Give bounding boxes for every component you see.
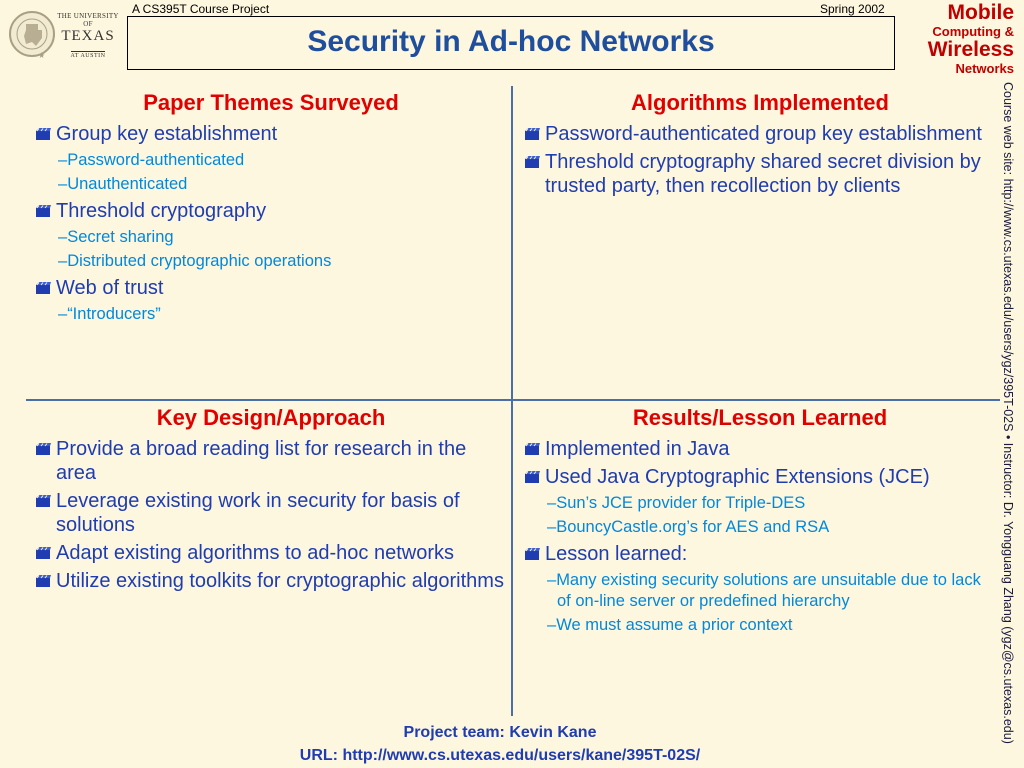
dash-bullet-icon: – bbox=[58, 175, 68, 193]
bullet-text: Utilize existing toolkits for cryptographic algorithms bbox=[56, 570, 504, 592]
bullet-item bbox=[525, 150, 995, 198]
clapperboard-bullet-icon bbox=[525, 472, 541, 483]
sub-bullet-item bbox=[547, 570, 995, 612]
bullet-text: Provide a broad reading list for research in the area bbox=[56, 438, 467, 484]
mw-logo-line2: Computing & bbox=[932, 24, 1014, 39]
sub-bullet-text: BouncyCastle.org’s for AES and RSA bbox=[556, 518, 830, 536]
bullet-item bbox=[36, 276, 506, 300]
clapperboard-bullet-icon bbox=[525, 549, 541, 560]
clapperboard-bullet-icon bbox=[525, 157, 541, 168]
bullet-text: Threshold cryptography bbox=[56, 200, 267, 222]
mw-logo-line4: Networks bbox=[955, 61, 1014, 76]
sub-bullet-item bbox=[58, 251, 506, 272]
dash-bullet-icon: – bbox=[547, 616, 557, 634]
mw-logo-line1: Mobile bbox=[947, 1, 1014, 24]
sub-bullet-item bbox=[58, 150, 506, 171]
svg-text:★: ★ bbox=[38, 51, 46, 60]
mobile-wireless-logo bbox=[902, 2, 1014, 76]
bullet-item bbox=[525, 122, 995, 146]
vertical-divider bbox=[511, 86, 513, 716]
dash-bullet-icon: – bbox=[58, 252, 68, 270]
ut-logo-line1: THE UNIVERSITY OF bbox=[57, 12, 119, 28]
bullet-text: Leverage existing work in security for basis of solutions bbox=[56, 490, 460, 536]
quadrant-algorithms bbox=[525, 90, 995, 202]
mw-logo-line3: Wireless bbox=[927, 38, 1014, 61]
sub-bullet-item bbox=[547, 615, 995, 636]
horizontal-divider bbox=[26, 399, 1000, 401]
sub-bullet-text: Sun’s JCE provider for Triple-DES bbox=[556, 494, 806, 512]
bullet-text: Lesson learned: bbox=[545, 543, 688, 565]
sub-bullet-text: Distributed cryptographic operations bbox=[67, 252, 332, 270]
sub-bullet-text: Password-authenticated bbox=[67, 151, 245, 169]
course-info-vertical bbox=[1001, 82, 1024, 748]
clapperboard-bullet-icon bbox=[36, 496, 52, 507]
sub-bullet-item bbox=[58, 227, 506, 248]
sub-bullet-item bbox=[547, 493, 995, 514]
bullet-item bbox=[36, 569, 506, 593]
quadrant-heading: Key Design/Approach bbox=[156, 405, 386, 430]
dash-bullet-icon: – bbox=[547, 571, 557, 589]
sub-bullet-text: We must assume a prior context bbox=[556, 616, 793, 634]
course-label: A CS395T Course Project bbox=[132, 2, 270, 16]
bullet-text: Used Java Cryptographic Extensions (JCE) bbox=[545, 466, 930, 488]
sub-bullet-text: Secret sharing bbox=[67, 228, 174, 246]
dash-bullet-icon: – bbox=[58, 228, 68, 246]
bullet-item bbox=[36, 541, 506, 565]
ut-logo-line2: TEXAS bbox=[61, 28, 115, 44]
sub-bullet-item bbox=[547, 517, 995, 538]
clapperboard-bullet-icon bbox=[36, 576, 52, 587]
bullet-text: Implemented in Java bbox=[545, 438, 730, 460]
project-url: URL: http://www.cs.utexas.edu/users/kane/395T-02S/ bbox=[299, 747, 701, 764]
sub-bullet-text: Many existing security solutions are unsuitable due to lack of on-line server or predefined hierarchy bbox=[556, 571, 981, 610]
clapperboard-bullet-icon bbox=[525, 444, 541, 455]
bullet-item bbox=[36, 489, 506, 537]
ut-austin-logo bbox=[8, 2, 118, 68]
title-box bbox=[127, 16, 895, 70]
quadrant-heading: Paper Themes Surveyed bbox=[143, 90, 399, 115]
clapperboard-bullet-icon bbox=[36, 206, 52, 217]
bullet-text: Threshold cryptography shared secret division by trusted party, then recollection by clients bbox=[545, 151, 981, 197]
clapperboard-bullet-icon bbox=[525, 129, 541, 140]
dash-bullet-icon: – bbox=[58, 151, 68, 169]
bullet-item bbox=[525, 437, 995, 461]
course-info-text: Course web site: http://www.cs.utexas.edu/users/ygz/395T-02S • Instructor: Dr. Yongguang Zhang (ygz@cs.utexas.edu) bbox=[1001, 82, 1015, 744]
bullet-item bbox=[525, 542, 995, 566]
clapperboard-bullet-icon bbox=[36, 129, 52, 140]
bullet-item bbox=[36, 437, 506, 485]
bullet-text: Password-authenticated group key establishment bbox=[545, 123, 982, 145]
bullet-text: Group key establishment bbox=[56, 123, 278, 145]
bullet-text: Adapt existing algorithms to ad-hoc networks bbox=[56, 542, 454, 564]
bullet-item bbox=[36, 122, 506, 146]
term-label: Spring 2002 bbox=[820, 2, 885, 16]
sub-bullet-item bbox=[58, 304, 506, 325]
dash-bullet-icon: – bbox=[547, 494, 557, 512]
quadrant-key-design bbox=[36, 405, 506, 597]
clapperboard-bullet-icon bbox=[36, 548, 52, 559]
project-team: Project team: Kevin Kane bbox=[403, 724, 597, 741]
sub-bullet-item bbox=[58, 174, 506, 195]
sub-bullet-text: “Introducers” bbox=[67, 305, 161, 323]
dash-bullet-icon: – bbox=[58, 305, 68, 323]
bullet-item bbox=[36, 199, 506, 223]
quadrant-heading: Algorithms Implemented bbox=[631, 90, 889, 115]
quadrant-paper-themes bbox=[36, 90, 506, 328]
ut-logo-line3: AT AUSTIN bbox=[70, 53, 106, 59]
quadrant-results bbox=[525, 405, 995, 639]
page-title: Security in Ad-hoc Networks bbox=[307, 25, 715, 58]
quadrant-heading: Results/Lesson Learned bbox=[632, 405, 888, 430]
clapperboard-bullet-icon bbox=[36, 283, 52, 294]
dash-bullet-icon: – bbox=[547, 518, 557, 536]
bullet-item bbox=[525, 465, 995, 489]
sub-bullet-text: Unauthenticated bbox=[67, 175, 188, 193]
clapperboard-bullet-icon bbox=[36, 444, 52, 455]
bullet-text: Web of trust bbox=[56, 277, 164, 299]
